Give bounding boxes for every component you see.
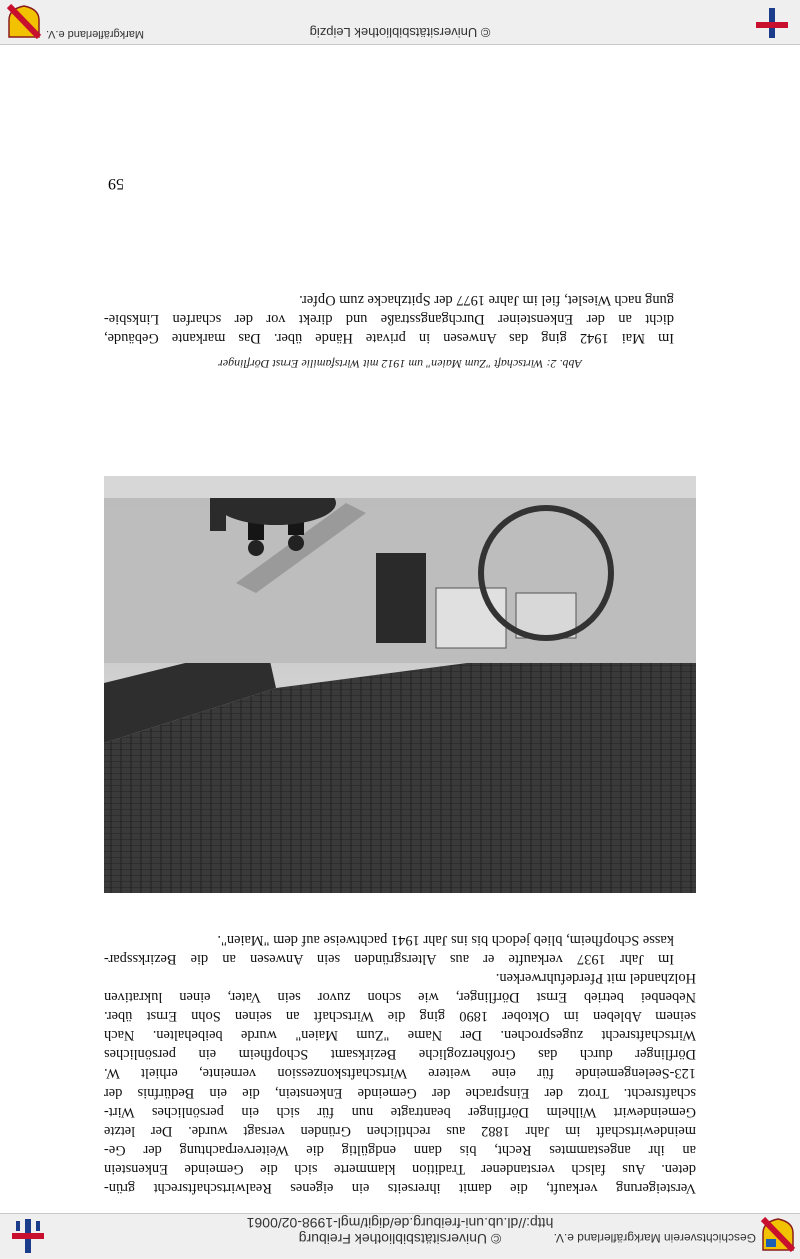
text-line: Nebenbei betrieb Ernst Dörflinger, wie schon zuvor sein Vater, einen lukrativen — [104, 989, 696, 1006]
text-line: kasse Schopfheim, blieb jedoch bis ins Jahr 1941 pachtweise auf dem "Maien". — [217, 931, 674, 948]
text-line: dicht an der Enkensteiner Durchgangsstraße und direkt vor der scharfen Linksbie- — [104, 310, 674, 327]
text-line: deten. Aus falsch verstandener Tradition klammerte sich die Gemeinde Enkenstein — [104, 1160, 696, 1177]
paragraph — [104, 930, 696, 968]
library-logo-icon — [8, 1217, 48, 1255]
footer-copyright: © Universitätsbibliothek Leipzig — [309, 25, 491, 40]
text-line: meindewirtschaft im Jahr 1882 aus rechtlichen Gründen versagt wurde. Der letzte — [104, 1122, 696, 1139]
historic-photograph — [104, 476, 696, 893]
text-line: Holzhandel mit Pferdefuhrwerken. — [495, 969, 696, 986]
text-line: Dörflinger durch das Großherzogliche Bezirksamt Schopfheim ein persönliches — [104, 1046, 696, 1063]
article-text-bottom — [104, 290, 696, 347]
figure-caption: Abb. 2: Wirtschaft "Zum Maien" um 1912 mit Wirtsfamilie Ernst Dörflinger — [218, 357, 582, 371]
text-line: Wirtschaftsrecht zugesprochen. Der Name "Zum Maien" wurde beibehalten. Nach — [104, 1027, 696, 1044]
paragraph — [104, 968, 696, 1197]
org-name: Geschichtsverein Markgräflerland e.V. — [553, 1231, 756, 1245]
text-line: gung nach Wieslet, fiel im Jahre 1977 der Spitzhacke zum Opfer. — [299, 291, 674, 308]
text-line: 123-Seelengemeinde für eine weitere Wirtschaftskonzession verneinte, erhielt W. — [104, 1065, 696, 1082]
article-text-top — [104, 930, 696, 1197]
text-line: an ihr angestammtes Recht, bis dann endgültig die Weiterverpachtung der Ge- — [104, 1141, 696, 1158]
footer-org: Markgräflerland e.V. — [46, 28, 145, 40]
text-line: Versteigerung verkauft, die damit ihrerseits ein eigenes Realwirtschaftsrecht grün- — [104, 1180, 696, 1196]
text-line: seinem Ableben im Oktober 1890 ging die Wirtschaft an seinen Sohn Ernst über. — [104, 1008, 696, 1025]
paragraph — [104, 290, 696, 347]
header-bar — [0, 1213, 800, 1259]
page-url[interactable]: http://dl.ub.uni-freiburg.de/digit/mgl-1998-02/0061 — [246, 1215, 554, 1231]
footer-bar — [0, 0, 800, 45]
text-line: Gemeindewirt Wilhelm Dörflinger beantragte nun für sich ein persönliches Wirt- — [104, 1103, 696, 1120]
text-line: Im Jahr 1937 verkaufte er aus Altersgründen sein Anwesen an die Bezirksspar- — [104, 950, 674, 967]
text-line: schaftsrecht. Trotz der Einsprache der Gemeinde Enkenstein, die ein Bedürfnis der — [104, 1084, 696, 1101]
copyright-text: © Universitätsbibliothek Freiburg — [298, 1231, 502, 1247]
url-and-copyright[interactable] — [0, 1215, 800, 1247]
page-number: 59 — [108, 175, 124, 192]
text-line: Im Mai 1942 ging das Anwesen in private Hände über. Das markante Gebäude, — [104, 330, 674, 346]
inn-photo-image — [104, 476, 696, 893]
coat-of-arms-icon — [6, 2, 42, 40]
